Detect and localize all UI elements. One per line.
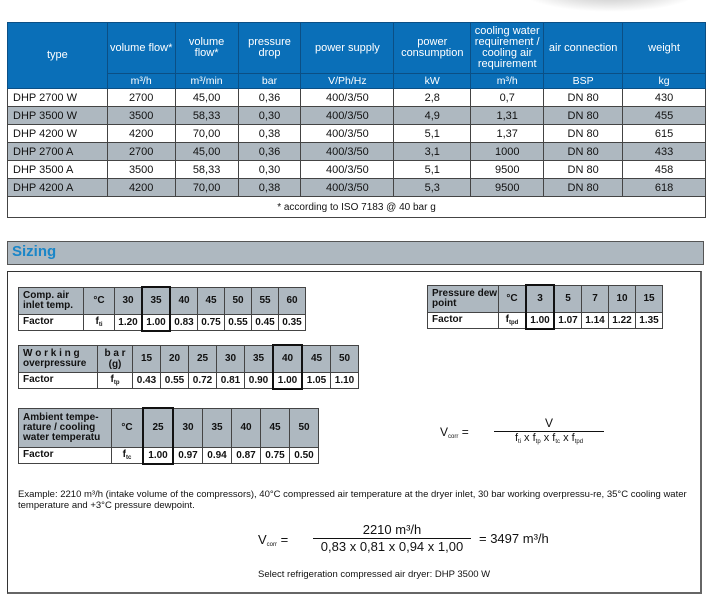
factor-value: 40 [232, 408, 261, 447]
factor-value: 3 [526, 285, 554, 312]
table-cell: 400/3/50 [301, 179, 394, 197]
table-row [8, 125, 706, 143]
factor-cell: 1.00 [273, 372, 302, 389]
table-cell: 3,1 [394, 143, 471, 161]
factor-value: 20 [161, 345, 189, 372]
table-cell: 45,00 [175, 143, 238, 161]
table-cell: DN 80 [544, 89, 623, 107]
factor-cell: 0.72 [189, 372, 217, 389]
table-cell: 1,37 [471, 125, 544, 143]
type-cell: DHP 3500 W [8, 107, 108, 125]
table-row [8, 179, 706, 197]
table-cell: 430 [623, 89, 706, 107]
factor-cell: 1.22 [609, 312, 636, 329]
table-cell: 70,00 [175, 125, 238, 143]
factor-cell: 0.50 [290, 447, 319, 464]
factor-value: 30 [217, 345, 245, 372]
factor-cell: 0.97 [173, 447, 203, 464]
factor-row [19, 314, 306, 331]
column-header: type [8, 23, 108, 89]
factor-value: 55 [252, 287, 279, 314]
factor-label: Comp. air inlet temp. [19, 287, 84, 314]
table-cell: 5,1 [394, 161, 471, 179]
general-formula: $V_{corr}$ = [440, 425, 469, 440]
selection-text: Select refrigeration compressed air dryer: DHP 3500 W [258, 569, 491, 580]
column-header: air connection [544, 23, 623, 74]
table-cell: 400/3/50 [301, 107, 394, 125]
unit-header: bar [238, 74, 301, 89]
table-row [8, 107, 706, 125]
unit-header: BSP [544, 74, 623, 89]
column-header: volume flow* [175, 23, 238, 74]
table-cell: 3500 [107, 107, 175, 125]
type-cell: DHP 2700 A [8, 143, 108, 161]
table-cell: 455 [623, 107, 706, 125]
factor-cell: 1.07 [554, 312, 582, 329]
footnote-row [8, 197, 706, 218]
table-cell: 458 [623, 161, 706, 179]
factor-value: 45 [261, 408, 290, 447]
table-cell: 0,30 [238, 161, 301, 179]
factor-cell: 1.35 [636, 312, 663, 329]
table-cell: 3500 [107, 161, 175, 179]
table-cell: 400/3/50 [301, 89, 394, 107]
table-cell: 1,31 [471, 107, 544, 125]
factor-value: 5 [554, 285, 582, 312]
factor-value: 40 [273, 345, 302, 372]
table-cell: 4,9 [394, 107, 471, 125]
factor-cell: 1.00 [143, 447, 173, 464]
factor-cell: 0.43 [133, 372, 161, 389]
dewpoint-factor-table [427, 284, 663, 330]
factor-cell: 0.75 [198, 314, 225, 331]
table-cell: DN 80 [544, 143, 623, 161]
factor-values-row [19, 408, 319, 447]
factor-unit: °C [499, 285, 527, 312]
column-header: power supply [301, 23, 394, 74]
table-cell: 58,33 [175, 107, 238, 125]
factor-cell: 0.55 [161, 372, 189, 389]
factor-cell: 0.45 [252, 314, 279, 331]
table-cell: DN 80 [544, 179, 623, 197]
factor-row [19, 447, 319, 464]
table-cell: 2700 [107, 143, 175, 161]
table-row [8, 89, 706, 107]
table-cell: 2,8 [394, 89, 471, 107]
table-cell: 1000 [471, 143, 544, 161]
header-row [8, 23, 706, 74]
factor-cell: 1.00 [526, 312, 554, 329]
example-text: Example: 2210 m³/h (intake volume of the compressors), 40°C compressed air temperature at the dryer inlet, 30 bar working overpressu-re, 35°C cooling water temperature and +3°C pressure dewpoint. [18, 489, 687, 511]
factor-value: 35 [203, 408, 232, 447]
factor-cell: 0.81 [217, 372, 245, 389]
factor-value: 50 [331, 345, 359, 372]
example-result: = 3497 m³/h [479, 531, 549, 546]
factor-cell: 0.83 [170, 314, 198, 331]
factor-value: 15 [636, 285, 663, 312]
table-cell: 400/3/50 [301, 125, 394, 143]
factor-row [19, 372, 359, 389]
factor-values-row [19, 287, 306, 314]
unit-header: m³/h [471, 74, 544, 89]
factor-symbol: $f_{ti}$ [84, 314, 115, 331]
table-cell: 4200 [107, 125, 175, 143]
table-cell: DN 80 [544, 107, 623, 125]
factor-label: Pressure dew point [428, 285, 499, 312]
unit-header: V/Ph/Hz [301, 74, 394, 89]
factor-symbol: $f_{tc}$ [112, 447, 144, 464]
table-row [8, 143, 706, 161]
example-formula-lhs: $V_{corr}$ = [258, 532, 289, 548]
factor-cell: 0.87 [232, 447, 261, 464]
table-cell: 0,38 [238, 125, 301, 143]
sizing-title: Sizing [12, 243, 57, 260]
unit-row [8, 74, 706, 89]
factor-value: 30 [173, 408, 203, 447]
type-cell: DHP 3500 A [8, 161, 108, 179]
factor-row-label: Factor [19, 314, 84, 331]
factor-value: 25 [189, 345, 217, 372]
pressure-factor-table [18, 344, 359, 390]
factor-cell: 1.05 [302, 372, 331, 389]
example-formula-fraction: $\frac{\text{2210 m³/h}}{0,83 x 0,81 x 0,94 x 1,00}$ [313, 522, 471, 554]
table-cell: DN 80 [544, 125, 623, 143]
column-header: volume flow* [107, 23, 175, 74]
spec-table [7, 22, 706, 218]
table-cell: 58,33 [175, 161, 238, 179]
table-cell: 4200 [107, 179, 175, 197]
table-cell: 0,38 [238, 179, 301, 197]
type-cell: DHP 4200 W [8, 125, 108, 143]
factor-unit: °C [112, 408, 144, 447]
table-cell: DN 80 [544, 161, 623, 179]
table-cell: 433 [623, 143, 706, 161]
unit-header: kg [623, 74, 706, 89]
factor-value: 35 [245, 345, 274, 372]
factor-value: 7 [582, 285, 609, 312]
factor-value: 45 [302, 345, 331, 372]
factor-value: 30 [115, 287, 143, 314]
factor-value: 10 [609, 285, 636, 312]
factor-value: 45 [198, 287, 225, 314]
table-row [8, 161, 706, 179]
type-cell: DHP 2700 W [8, 89, 108, 107]
factor-cell: 0.55 [225, 314, 252, 331]
factor-value: 15 [133, 345, 161, 372]
factor-row-label: Factor [19, 447, 112, 464]
table-cell: 615 [623, 125, 706, 143]
unit-header: m³/min [175, 74, 238, 89]
factor-row [428, 312, 663, 329]
table-cell: 0,36 [238, 89, 301, 107]
table-cell: 400/3/50 [301, 143, 394, 161]
factor-cell: 0.35 [279, 314, 306, 331]
table-cell: 5,1 [394, 125, 471, 143]
unit-header: m³/h [107, 74, 175, 89]
factor-cell: 0.75 [261, 447, 290, 464]
factor-symbol: $f_{tpd}$ [499, 312, 527, 329]
factor-row-label: Factor [428, 312, 499, 329]
factor-cell: 1.14 [582, 312, 609, 329]
table-cell: 70,00 [175, 179, 238, 197]
factor-value: 50 [290, 408, 319, 447]
factor-symbol: $f_{tp}$ [98, 372, 133, 389]
table-cell: 400/3/50 [301, 161, 394, 179]
factor-value: 60 [279, 287, 306, 314]
factor-values-row [428, 285, 663, 312]
decorative-shadow [520, 0, 700, 12]
factor-label: Ambient tempe-rature / cooling water temperatu [19, 408, 112, 447]
factor-value: 25 [143, 408, 173, 447]
factor-cell: 1.10 [331, 372, 359, 389]
factor-value: 40 [170, 287, 198, 314]
unit-header: kW [394, 74, 471, 89]
ambient-temp-factor-table [18, 407, 319, 465]
type-cell: DHP 4200 A [8, 179, 108, 197]
footnote: * according to ISO 7183 @ 40 bar g [8, 197, 706, 218]
column-header: pressure drop [238, 23, 301, 74]
factor-cell: 0.90 [245, 372, 274, 389]
table-cell: 0,36 [238, 143, 301, 161]
factor-label: W o r k i n g overpressure [19, 345, 98, 372]
table-cell: 2700 [107, 89, 175, 107]
factor-value: 50 [225, 287, 252, 314]
table-cell: 0,30 [238, 107, 301, 125]
factor-cell: 1.00 [142, 314, 170, 331]
inlet-temp-factor-table [18, 286, 306, 332]
column-header: cooling water requirement / cooling air requirement [471, 23, 544, 74]
sizing-header [7, 241, 704, 265]
column-header: weight [623, 23, 706, 74]
table-cell: 618 [623, 179, 706, 197]
column-header: power consumption [394, 23, 471, 74]
table-cell: 0,7 [471, 89, 544, 107]
general-formula-fraction: V $f_{ti}$ x $f_{tp}$ x $f_{tc}$ x $f_{tpd}$ [494, 416, 604, 445]
factor-cell: 0.94 [203, 447, 232, 464]
table-cell: 45,00 [175, 89, 238, 107]
factor-values-row [19, 345, 359, 372]
table-cell: 9500 [471, 179, 544, 197]
factor-cell: 1.20 [115, 314, 143, 331]
factor-row-label: Factor [19, 372, 98, 389]
table-cell: 9500 [471, 161, 544, 179]
table-cell: 5,3 [394, 179, 471, 197]
factor-value: 35 [142, 287, 170, 314]
factor-unit: °C [84, 287, 115, 314]
factor-unit: b a r (g) [98, 345, 133, 372]
